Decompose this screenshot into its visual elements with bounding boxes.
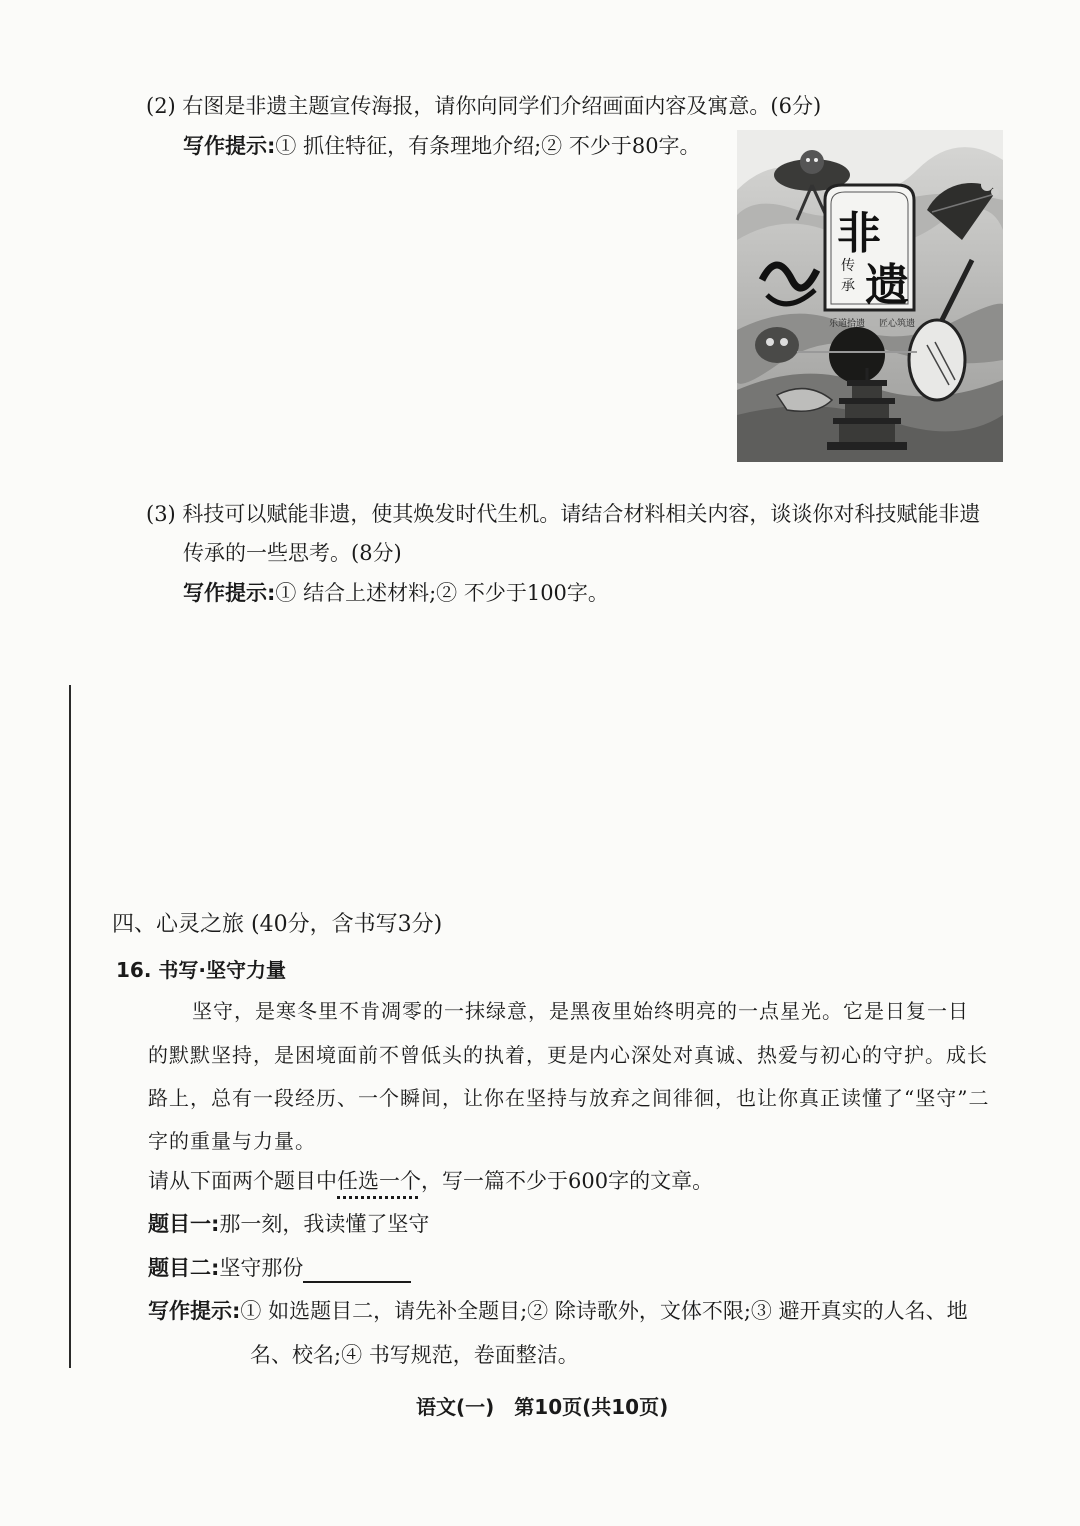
q16-para-line4: 字的重量与力量。 — [148, 1129, 316, 1153]
q16-para-line3: 路上，总有一段经历、一个瞬间，让你在坚持与放弃之间徘徊，也让你真正读懂了“坚守”二 — [148, 1086, 990, 1110]
heritage-poster-image — [737, 130, 1003, 462]
q2-tip — [183, 131, 701, 161]
q16-topic1 — [148, 1209, 429, 1239]
q16-tip-label: 写作提示: — [148, 1299, 241, 1323]
q16-instruction — [148, 1166, 713, 1196]
title-panel — [825, 185, 915, 329]
q16-topic1-label: 题目一: — [148, 1212, 220, 1236]
q16-topic1-text: 那一刻，我读懂了坚守 — [219, 1212, 430, 1236]
heritage-poster-illustration — [737, 130, 1003, 462]
margin-rule — [69, 685, 71, 1368]
q16-topic2-text: 坚守那份 — [219, 1256, 304, 1280]
q2-prompt: (2) 右图是非遗主题宣传海报，请你向同学们介绍画面内容及寓意。(6分) — [146, 94, 822, 118]
q3-prompt-line1: (3) 科技可以赋能非遗，使其焕发时代生机。请结合材料相关内容，谈谈你对科技赋能非遗 — [146, 502, 981, 526]
poster-title-char-1: 非 — [837, 208, 881, 259]
q3-tip-text: ① 结合上述材料;② 不少于100字。 — [275, 581, 609, 605]
mask-icon — [755, 327, 799, 363]
q2-tip-label: 写作提示: — [183, 134, 276, 158]
poster-sub-char-2: 承 — [841, 278, 855, 294]
poster-motto-left: 乐道拾遗 — [829, 319, 866, 329]
q16-para-line2: 的默默坚持，是困境面前不曾低头的执着，更是内心深处对真诚、热爱与初心的守护。成长 — [148, 1043, 988, 1067]
q16-topic2-blank — [303, 1259, 411, 1283]
q2-tip-text: ① 抓住特征，有条理地介绍;② 不少于80字。 — [275, 134, 701, 158]
q16-tip-line2: 名、校名;④ 书写规范，卷面整洁。 — [250, 1343, 579, 1367]
q16-topic2 — [148, 1253, 411, 1283]
poster-motto-right: 匠心筑遗 — [879, 319, 916, 329]
section-4-heading: 四、心灵之旅 (40分，含书写3分) — [112, 912, 443, 937]
poster-sub-char-1: 传 — [841, 258, 855, 274]
q16-instruction-post: ，写一篇不少于600字的文章。 — [421, 1169, 714, 1193]
page-footer: 语文(一) 第10页(共10页) — [416, 1395, 669, 1419]
q3-tip — [183, 578, 609, 608]
q16-title: 16. 书写·坚守力量 — [116, 958, 286, 982]
q16-tip-line1 — [148, 1296, 968, 1326]
q16-para-line1: 坚守，是寒冬里不肯凋零的一抹绿意，是黑夜里始终明亮的一点星光。它是日复一日 — [192, 999, 969, 1023]
poster-title-char-2: 遗 — [865, 260, 909, 311]
q3-tip-label: 写作提示: — [183, 581, 276, 605]
q16-instruction-pre: 请从下面两个题目中 — [148, 1169, 337, 1193]
q16-topic2-label: 题目二: — [148, 1256, 220, 1280]
q16-instruction-emphasis: 任选一个 — [337, 1169, 421, 1193]
q3-prompt-line2: 传承的一些思考。(8分) — [183, 541, 402, 565]
q16-tip-text-line1: ① 如选题目二，请先补全题目;② 除诗歌外，文体不限;③ 避开真实的人名、地 — [240, 1299, 968, 1323]
